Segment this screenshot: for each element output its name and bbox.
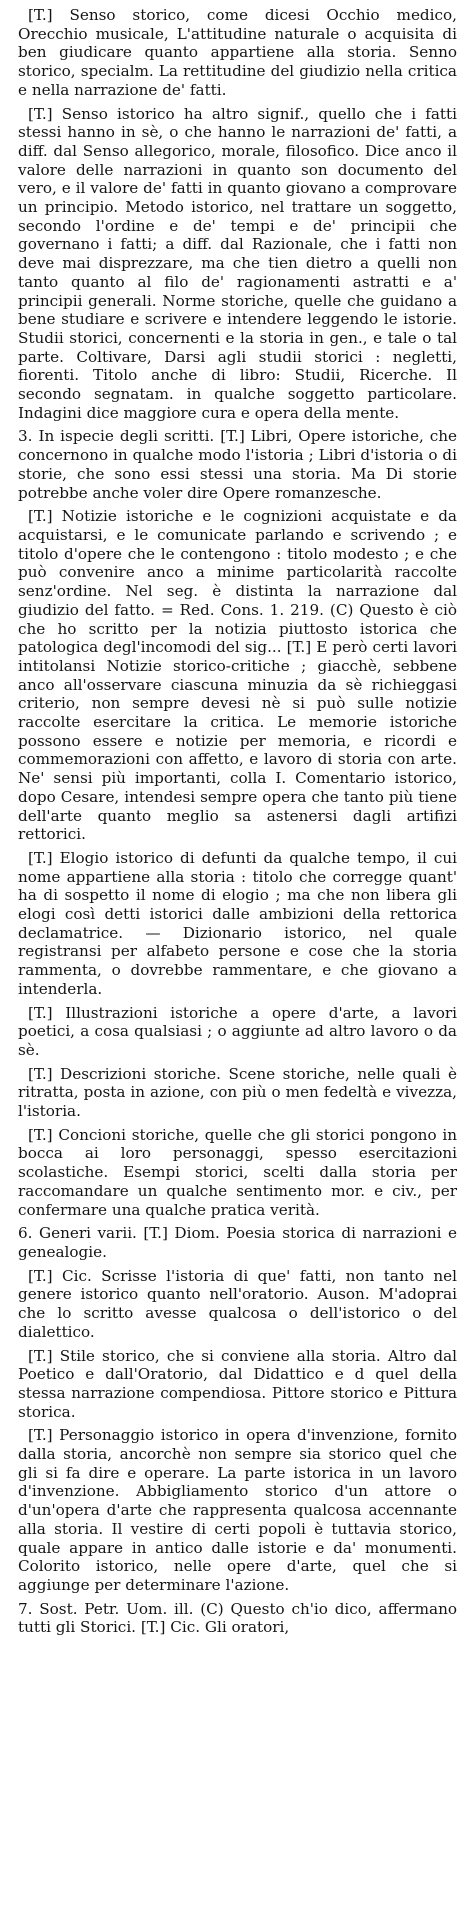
entry-senso-storico: [T.] Senso storico, come dicesi Occhio medico, Orecchio musicale, L'attitudine naturale o acquisita di ben giudicare quanto appartiene alla storia. Senno storico, specialm. La rettitudine del giudizio nella critica e nella narrazione de' fatti. [18, 6, 457, 99]
entry-descrizioni-storiche: [T.] Descrizioni storiche. Scene storiche, nelle quali è ritratta, posta in azione, con più o men fedeltà e vivezza, l'istoria. [18, 1064, 457, 1121]
entry-cic-scrisse: [T.] Cic. Scrisse l'istoria di que' fatti, non tanto nel genere istorico quanto nell'oratorio. Auson. M'adoprai che lo scritto avesse qualcosa o dell'istorico o del dialettico. [18, 1266, 457, 1341]
sense-7-sost: 7. Sost. Petr. Uom. ill. (C) Questo ch'io dico, affermano tutti gli Storici. [T.] Cic. Gli oratori, [18, 1599, 457, 1637]
entry-notizie-istoriche: [T.] Notizie istoriche e le cognizioni acquistate e da acquistarsi, e le comunicate parlando e scrivendo ; e titolo d'opere che le contengono : titolo modesto ; e che può convenire anco a minime particolarità raccolte senz'ordine. Nel seg. è distinta la narrazione dal giudizio del fatto. = Red. Cons. 1. 219. (C) Questo è ciò che ho scritto per la notizia piuttosto istorica che patologica degl'incomodi del sig... [T.] E però certi lavori intitolansi Notizie storico-critiche ; giacchè, sebbene anco all'osservare ciascuna minuzia da sè richieggasi criterio, non sempre devesi nè si può sulle notizie raccolte esercitare la critica. Le memorie istoriche possono essere e notizie per memoria, e ricordi e commemorazioni con affetto, e lavoro di storia con arte. Ne' sensi più importanti, colla I. Comentario istorico, dopo Cesare, intendesi sempre opera che tanto più tiene dell'arte quanto meglio sa astenersi dagli artifizi rettorici. [18, 507, 457, 844]
sense-3-scritti: 3. In ispecie degli scritti. [T.] Libri, Opere istoriche, che concernono in qualche modo l'istoria ; Libri d'istoria o di storie, che sono essi stessi una storia. Ma Di storie potrebbe anche voler dire Opere romanzesche. [18, 427, 457, 502]
sense-6-generi-varii: 6. Generi varii. [T.] Diom. Poesia storica di narrazioni e genealogie. [18, 1224, 457, 1261]
entry-elogio-istorico: [T.] Elogio istorico di defunti da qualche tempo, il cui nome appartiene alla storia : titolo che corregge quant' ha di sospetto il nome di elogio ; ma che non libera gli elogi così detti istorici dalle ambizioni della rettorica declamatrice. — Dizionario istorico, nel quale registransi per alfabeto persone e cose che la storia rammenta, o dovrebbe rammentare, e che giovano a intenderla. [18, 848, 457, 998]
entry-personaggio-istorico: [T.] Personaggio istorico in opera d'invenzione, fornito dalla storia, ancorchè non sempre sia storico quel che gli si fa dire e operare. La parte istorica in un lavoro d'invenzione. Abbigliamento storico d'un attore o d'un'opera d'arte che rappresenta qualcosa accennante alla storia. Il vestire di certi popoli è tuttavia storico, quale appare in antico dalle istorie e da' monumenti. Colorito istorico, nelle opere d'arte, quel che si aggiunge per determinare l'azione. [18, 1426, 457, 1594]
entry-illustrazioni-istoriche: [T.] Illustrazioni istoriche a opere d'arte, a lavori poetici, a cosa qualsiasi ; o aggiunte ad altro lavoro o da sè. [18, 1003, 457, 1059]
entry-concioni-storiche: [T.] Concioni storiche, quelle che gli storici pongono in bocca ai loro personaggi, spesso esercitazioni scolastiche. Esempi storici, scelti dalla storia per raccomandare un qualche sentimento mor. e civ., per confermare una qualche pratica verità. [18, 1125, 457, 1219]
entry-stile-storico: [T.] Stile storico, che si conviene alla storia. Altro dal Poetico e dall'Oratorio, dal Didattico e d quel della stessa narrazione compendiosa. Pittore storico e Pittura storica. [18, 1346, 457, 1421]
entry-senso-istorico: [T.] Senso istorico ha altro signif., quello che i fatti stessi hanno in sè, o che hanno le narrazioni de' fatti, a diff. dal Senso allegorico, morale, filosofico. Dice anco il valore delle narrazioni in quanto son documento del vero, e il valore de' fatti in quanto giovano a comprovare un principio. Metodo istorico, nel trattare un soggetto, secondo l'ordine e de' tempi e de' principii che governano i fatti; a diff. dal Razionale, che i fatti non deve mai disprezzare, ma che tien dietro a quelli non tanto quanto al filo de' ragionamenti astratti e a' principii generali. Norme storiche, quelle che guidano a bene studiare e scrivere e intendere leggendo le istorie. Studii storici, concernenti e la storia in gen., e tale o tal parte. Coltivare, Darsi agli studii storici : negletti, fiorenti. Titolo anche di libro: Studii, Ricerche. Il secondo segnatam. in qualche soggetto particolare. Indagini dice maggiore cura e opera della mente. [18, 104, 457, 422]
